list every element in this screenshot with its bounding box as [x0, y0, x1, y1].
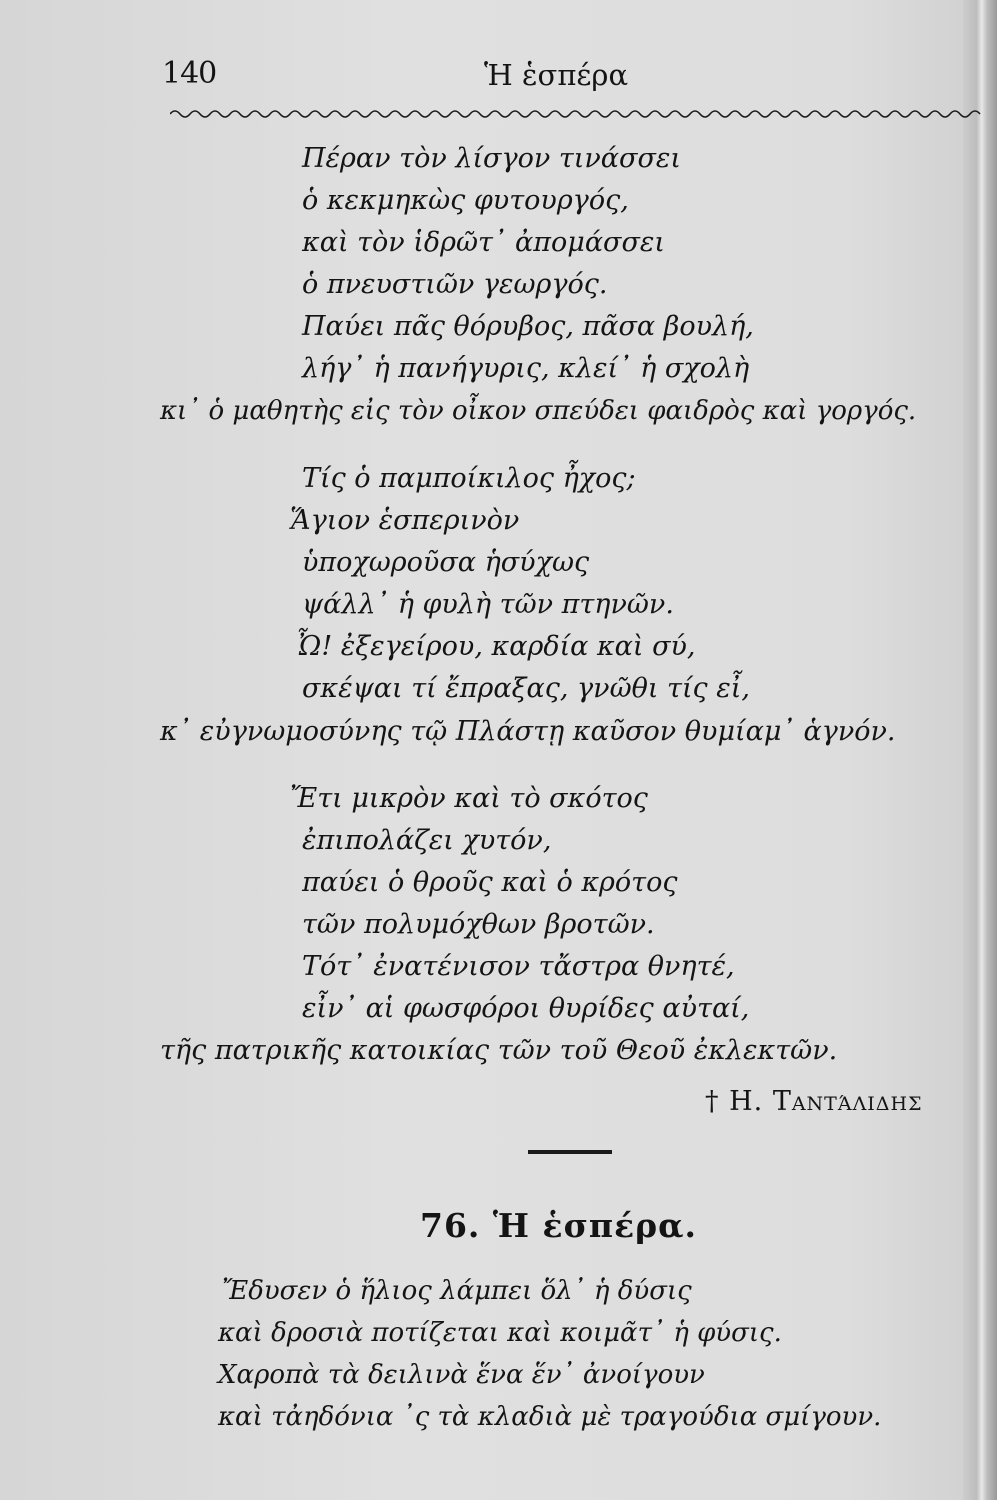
wavy-rule — [170, 108, 985, 120]
section-separator — [528, 1150, 612, 1154]
poem1-s2-line7: κ᾽ εὐγνωμοσύνης τῷ Πλάστῃ καῦσον θυμίαμ᾽ ἁγνόν. — [160, 716, 896, 747]
author-signature — [705, 1086, 923, 1117]
author-surname: Ταντάλιδης — [772, 1086, 923, 1117]
poem1-s1-line2: ὁ κεκμηκὼς φυτουργός, — [302, 185, 629, 216]
poem2-number: 76. — [420, 1206, 481, 1245]
poem1-s3-line2: ἐπιπολάζει χυτόν, — [302, 825, 552, 856]
page-gutter — [963, 0, 997, 1500]
poem2-line2: καὶ δροσιὰ ποτίζεται καὶ κοιμᾶτ᾽ ἡ φύσις. — [218, 1318, 782, 1348]
poem1-s3-line3: παύει ὁ θροῦς καὶ ὁ κρότος — [302, 867, 678, 898]
poem1-s1-line7: κι᾽ ὁ μαθητὴς εἰς τὸν οἶκον σπεύδει φαιδρὸς καὶ γοργός. — [160, 396, 917, 426]
poem1-s1-line1: Πέραν τὸν λίσγον τινάσσει — [302, 143, 681, 174]
poem1-s2-line5: Ὦ! ἐξεγείρου, καρδία καὶ σύ, — [296, 631, 696, 662]
poem1-s3-line1: Ἔτι μικρὸν καὶ τὸ σκότος — [290, 783, 648, 814]
running-title: Ἡ ἑσπέρα — [484, 58, 629, 92]
poem1-s2-line6: σκέψαι τί ἔπραξας, γνῶθι τίς εἶ, — [302, 673, 750, 704]
poem1-s1-line5: Παύει πᾶς θόρυβος, πᾶσα βουλή, — [302, 311, 754, 342]
poem1-s2-line4: ψάλλ᾽ ἡ φυλὴ τῶν πτηνῶν. — [302, 589, 674, 620]
author-initial: Η. — [729, 1086, 764, 1117]
poem2-line3: Χαροπὰ τὰ δειλινὰ ἕνα ἕν᾽ ἀνοίγουν — [218, 1360, 705, 1390]
poem1-s3-line7: τῆς πατρικῆς κατοικίας τῶν τοῦ Θεοῦ ἐκλεκτῶν. — [160, 1035, 838, 1066]
poem1-s3-line5: Τότ᾽ ἐνατένισον τἄστρα θνητέ, — [302, 951, 735, 982]
poem1-s2-line2: Ἅγιον ἑσπερινὸν — [290, 505, 520, 536]
poem1-s1-line3: καὶ τὸν ἱδρῶτ᾽ ἀπομάσσει — [302, 227, 665, 258]
poem2-title: Ἡ ἑσπέρα. — [492, 1206, 697, 1245]
poem1-s1-line6: λήγ᾽ ἡ πανήγυρις, κλεί᾽ ἡ σχολὴ — [302, 353, 750, 384]
poem1-s3-line4: τῶν πολυμόχθων βροτῶν. — [302, 909, 655, 940]
cross-symbol: † — [705, 1086, 720, 1117]
poem1-s1-line4: ὁ πνευστιῶν γεωργός. — [302, 269, 608, 300]
poem2-line4: καὶ τἀηδόνια ᾽ς τὰ κλαδιὰ μὲ τραγούδια σμίγουν. — [218, 1402, 882, 1432]
poem2-heading — [420, 1206, 697, 1245]
poem1-s2-line1: Τίς ὁ παμποίκιλος ἦχος; — [302, 463, 636, 494]
page-number: 140 — [162, 56, 217, 91]
poem1-s2-line3: ὑποχωροῦσα ἡσύχως — [302, 547, 590, 578]
poem1-s3-line6: εἶν᾽ αἱ φωσφόροι θυρίδες αὐταί, — [302, 993, 750, 1024]
poem2-line1: Ἔδυσεν ὁ ἥλιος λάμπει ὅλ᾽ ἡ δύσις — [222, 1276, 692, 1306]
